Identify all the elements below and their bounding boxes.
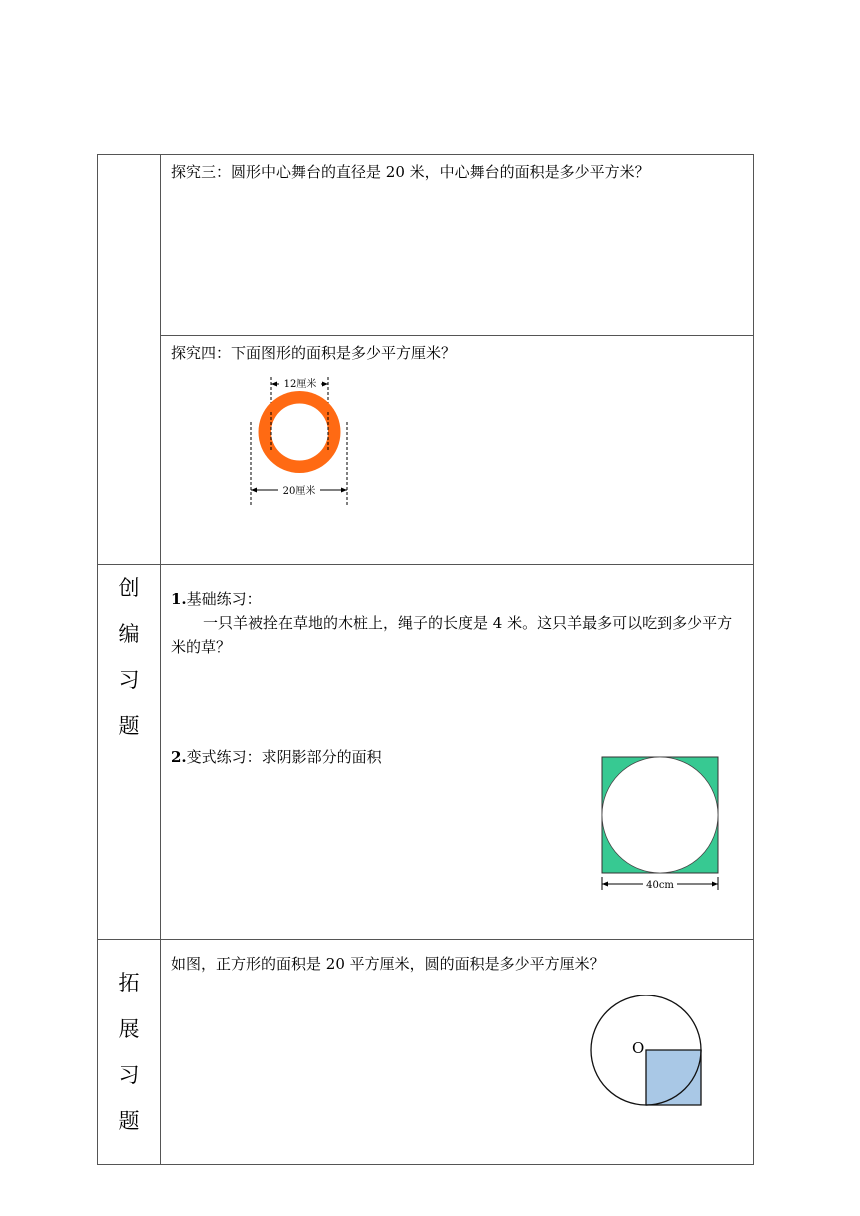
side-char: 题	[118, 1109, 140, 1133]
width-label: 40cm	[646, 880, 674, 891]
inner-hole	[271, 404, 328, 461]
side-char: 习	[118, 668, 140, 692]
ring-figure	[246, 372, 366, 522]
explore-three-cell	[161, 155, 754, 336]
side-label-create	[98, 565, 161, 940]
extend-question: 如图，正方形的面积是 20 平方厘米，圆的面积是多少平方厘米？	[171, 955, 605, 973]
explore-four-question: 探究四：下面图形的面积是多少平方厘米？	[171, 344, 457, 362]
explore-four-cell	[161, 336, 754, 565]
side-char: 创	[118, 576, 140, 600]
create-exercise-cell	[161, 565, 754, 940]
side-char: 展	[118, 1017, 140, 1041]
inner-diameter-label: 12厘米	[283, 379, 317, 390]
extend-exercise-row	[98, 940, 754, 1165]
blue-square	[646, 1050, 701, 1105]
basic-exercise-body: 一只羊被拴在草地的木桩上，绳子的长度是 4 米。这只羊最多可以吃到多少平方米的草？	[171, 614, 733, 656]
white-circle	[602, 757, 718, 873]
explore-three-row	[98, 155, 754, 336]
outer-diameter-label: 20厘米	[282, 486, 316, 497]
center-label: O	[632, 1039, 645, 1057]
side-label-extend	[98, 940, 161, 1165]
square-circle-figure	[595, 755, 725, 895]
side-char: 编	[118, 622, 140, 646]
side-char: 习	[118, 1063, 140, 1087]
explore-three-question: 探究三：圆形中心舞台的直径是 20 米，中心舞台的面积是多少平方米？	[171, 163, 650, 181]
worksheet-table	[97, 154, 754, 1165]
circle-square-figure	[589, 995, 719, 1120]
variant-exercise-title: 2.变式练习：求阴影部分的面积	[171, 748, 382, 766]
basic-exercise-title: 1.基础练习：	[171, 590, 262, 608]
explore-four-row	[98, 336, 754, 565]
side-char: 题	[118, 714, 140, 738]
extend-exercise-cell	[161, 940, 754, 1165]
create-exercise-row	[98, 565, 754, 940]
side-label-empty	[98, 155, 161, 565]
side-char: 拓	[118, 971, 140, 995]
